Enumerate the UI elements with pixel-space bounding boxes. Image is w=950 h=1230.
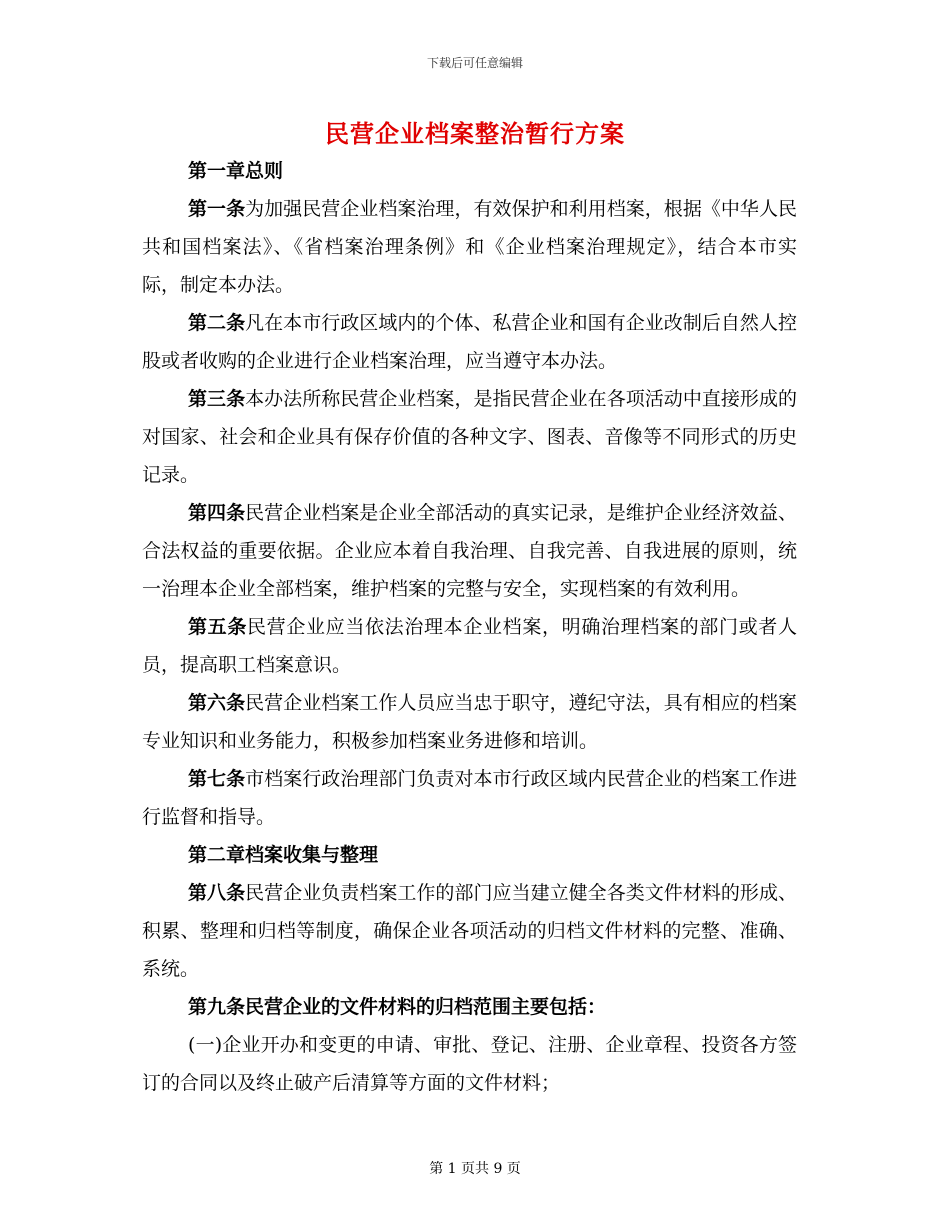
article-lead: 第三条 — [188, 388, 246, 410]
article-lead: 第一条 — [188, 198, 246, 220]
article-4 — [142, 494, 797, 608]
article-3 — [142, 380, 797, 494]
article-lead: 第九条民营企业的文件材料的归档范围主要包括： — [188, 996, 607, 1018]
page-footer: 第 1 页共 9 页 — [429, 1161, 521, 1177]
article-9 — [142, 988, 797, 1026]
article-text: 民营企业档案是企业全部活动的真实记录，是维护企业经济效益、合法权益的重要依据。企业应本着自我治理、自我完善、自我进展的原则，统一治理本企业全部档案，维护档案的完整与安全，实现档案的有效利用。 — [142, 502, 797, 600]
article-2 — [142, 304, 797, 380]
article-lead: 第八条 — [188, 882, 246, 904]
article-text: 本办法所称民营企业档案，是指民营企业在各项活动中直接形成的对国家、社会和企业具有保存价值的各种文字、图表、音像等不同形式的历史记录。 — [142, 388, 797, 486]
page-header: 下载后可任意编辑 — [426, 56, 523, 70]
article-lead: 第五条 — [188, 616, 247, 638]
article-text: 民营企业应当依法治理本企业档案，明确治理档案的部门或者人员，提高职工档案意识。 — [142, 616, 797, 676]
article-7 — [142, 760, 797, 836]
chapter-heading: 第二章档案收集与整理 — [188, 844, 379, 866]
document-body — [142, 152, 797, 1102]
article-8 — [142, 874, 797, 988]
article-5 — [142, 608, 797, 684]
article-text: 凡在本市行政区域内的个体、私营企业和国有企业改制后自然人控股或者收购的企业进行企业档案治理，应当遵守本办法。 — [142, 312, 797, 372]
article-6 — [142, 684, 797, 760]
article-text: 民营企业档案工作人员应当忠于职守，遵纪守法，具有相应的档案专业知识和业务能力，积极参加档案业务进修和培训。 — [142, 692, 797, 752]
article-1 — [142, 190, 797, 304]
article-lead: 第七条 — [188, 768, 246, 790]
article-lead: 第六条 — [188, 692, 246, 714]
article-text: 民营企业负责档案工作的部门应当建立健全各类文件材料的形成、积累、整理和归档等制度，确保企业各项活动的归档文件材料的完整、准确、系统。 — [142, 882, 797, 980]
list-item: (一)企业开办和变更的申请、审批、登记、注册、企业章程、投资各方签订的合同以及终止破产后清算等方面的文件材料； — [142, 1034, 797, 1094]
article-text: 为加强民营企业档案治理，有效保护和利用档案，根据《中华人民共和国档案法》、《省档案治理条例》和《企业档案治理规定》，结合本市实际，制定本办法。 — [142, 198, 797, 296]
article-text: 市档案行政治理部门负责对本市行政区域内民营企业的档案工作进行监督和指导。 — [142, 768, 797, 828]
article-lead: 第四条 — [188, 502, 246, 524]
article-lead: 第二条 — [188, 312, 246, 334]
document-title: 民营企业档案整治暂行方案 — [325, 119, 625, 148]
chapter-heading: 第一章总则 — [188, 160, 284, 182]
